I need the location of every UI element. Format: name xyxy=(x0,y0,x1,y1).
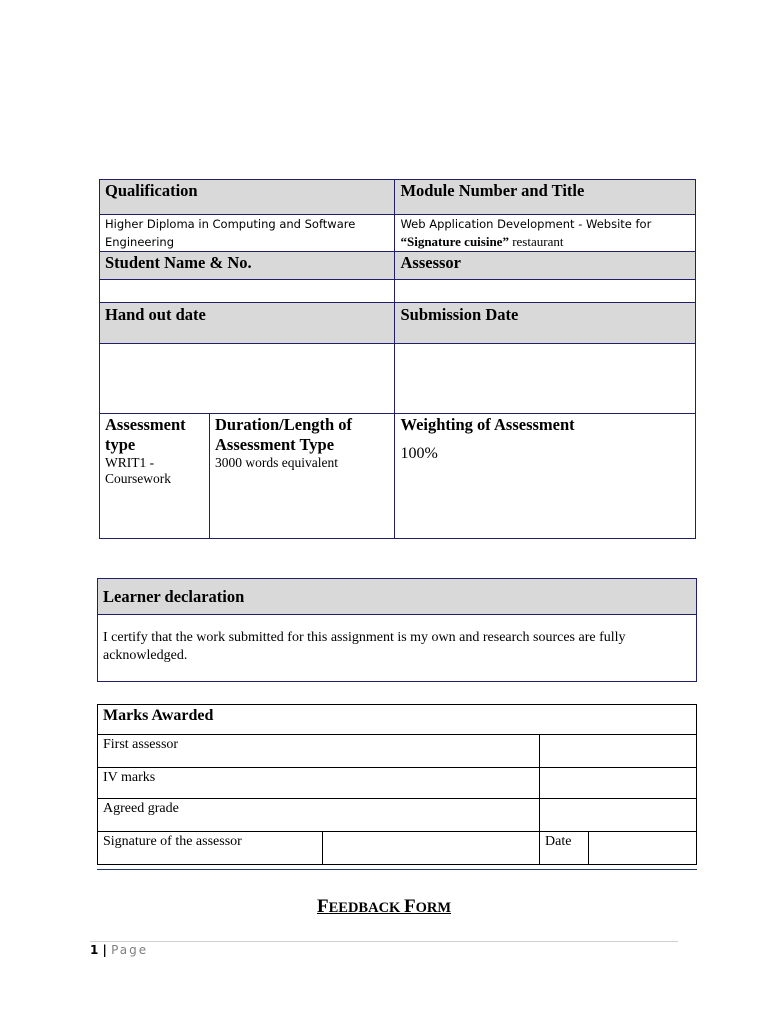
duration-label: Duration/Length of xyxy=(215,415,353,434)
declaration-line-2: acknowledged. xyxy=(103,648,188,663)
signature-field[interactable] xyxy=(323,832,540,865)
assessment-cell xyxy=(100,414,395,539)
first-assessor-field[interactable] xyxy=(540,735,697,768)
agreed-grade-label: Agreed grade xyxy=(98,799,540,832)
form-rest: ORM xyxy=(415,900,451,916)
assessor-field[interactable] xyxy=(395,280,696,303)
module-label: Module Number and Title xyxy=(395,180,696,215)
assessment-type-value-2: Coursework xyxy=(105,471,171,486)
form-initial: F xyxy=(403,896,416,917)
duration-cell xyxy=(210,414,395,538)
assessment-type-label-2: type xyxy=(105,435,136,454)
iv-marks-label: IV marks xyxy=(98,768,540,799)
agreed-grade-field[interactable] xyxy=(540,799,697,832)
handout-date-field[interactable] xyxy=(100,344,395,414)
module-line-1: Web Application Development - Website for xyxy=(400,217,652,231)
qualification-value xyxy=(100,215,395,252)
feedback-initial: F xyxy=(317,896,329,917)
page-number: 1 xyxy=(90,943,99,957)
module-value xyxy=(395,215,696,252)
page-word: Page xyxy=(111,943,149,957)
student-name-label: Student Name & No. xyxy=(100,252,395,280)
marks-awarded-table xyxy=(97,704,697,865)
duration-value: 3000 words equivalent xyxy=(215,455,338,470)
marks-awarded-title: Marks Awarded xyxy=(98,705,697,735)
learner-declaration-text xyxy=(98,615,697,682)
feedback-rest: EEDBACK xyxy=(328,900,404,916)
iv-marks-field[interactable] xyxy=(540,768,697,799)
submission-date-field[interactable] xyxy=(395,344,696,414)
first-assessor-label: First assessor xyxy=(98,735,540,768)
assessment-type-value: WRIT1 - xyxy=(105,455,155,470)
restaurant-word: restaurant xyxy=(508,234,564,249)
qualification-label: Qualification xyxy=(100,180,395,215)
declaration-line-1: I certify that the work submitted for this assignment is my own and research sources are fully xyxy=(103,630,626,645)
date-field[interactable] xyxy=(589,832,697,865)
assessment-subtable xyxy=(100,414,394,538)
student-name-field[interactable] xyxy=(100,280,395,303)
signature-label: Signature of the assessor xyxy=(98,832,323,865)
weighting-cell xyxy=(395,414,696,539)
assessment-type-label: Assessment xyxy=(105,415,186,434)
qualification-line-1: Higher Diploma in Computing and Software xyxy=(105,217,356,231)
handout-date-label: Hand out date xyxy=(100,303,395,344)
assessor-label: Assessor xyxy=(395,252,696,280)
assignment-info-table xyxy=(99,179,696,539)
module-line-2 xyxy=(400,233,690,251)
footer-divider xyxy=(90,941,678,942)
date-label: Date xyxy=(540,832,589,865)
learner-declaration-table xyxy=(97,578,697,682)
weighting-label: Weighting of Assessment xyxy=(400,415,575,434)
weighting-value: 100% xyxy=(400,445,438,462)
restaurant-name: “Signature cuisine” xyxy=(400,234,509,249)
divider-line xyxy=(97,869,697,870)
learner-declaration-title: Learner declaration xyxy=(98,579,697,615)
feedback-form-title xyxy=(0,896,768,918)
submission-date-label: Submission Date xyxy=(395,303,696,344)
page-footer xyxy=(90,943,148,957)
page-separator: | xyxy=(98,943,112,957)
qualification-line-2: Engineering xyxy=(105,235,174,249)
assessment-type-cell xyxy=(100,414,210,538)
duration-label-2: Assessment Type xyxy=(215,435,335,454)
